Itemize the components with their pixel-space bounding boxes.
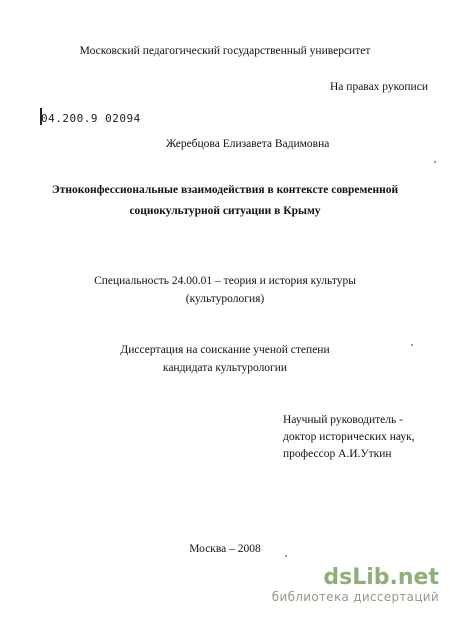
- registration-stamp: 04.200.9 02094: [41, 112, 141, 125]
- advisor-line-2: доктор исторических наук,: [283, 431, 415, 443]
- author-name: Жеребцова Елизавета Вадимовна: [166, 138, 330, 150]
- scan-speck: [434, 161, 436, 163]
- watermark-subtitle: библиотека диссертаций: [271, 590, 439, 604]
- specialty-line-1: Специальность 24.00.01 – теория и история культуры: [94, 275, 356, 287]
- watermark-logo: dsLib.net: [323, 565, 439, 590]
- title-line-2: социокультурной ситуации в Крыму: [129, 205, 321, 217]
- specialty-line-2: (культурология): [185, 293, 265, 305]
- advisor-line-3: профессор А.И.Уткин: [283, 448, 392, 460]
- advisor-line-1: Научный руководитель -: [283, 414, 403, 426]
- scientific-advisor-block: [283, 412, 415, 463]
- degree-line-1: Диссертация на соискание ученой степени: [120, 344, 330, 356]
- place-and-year: Москва – 2008: [189, 543, 261, 555]
- degree-line-2: кандидата культурологии: [162, 362, 288, 374]
- university-name: Московский педагогический государственный университет: [79, 45, 371, 57]
- title-line-1: Этноконфессиональные взаимодействия в контексте современной: [51, 184, 399, 196]
- scan-speck: [285, 555, 287, 557]
- manuscript-rights-label: На правах рукописи: [330, 81, 428, 93]
- scan-speck: [411, 344, 413, 346]
- dslib-watermark: [272, 567, 439, 605]
